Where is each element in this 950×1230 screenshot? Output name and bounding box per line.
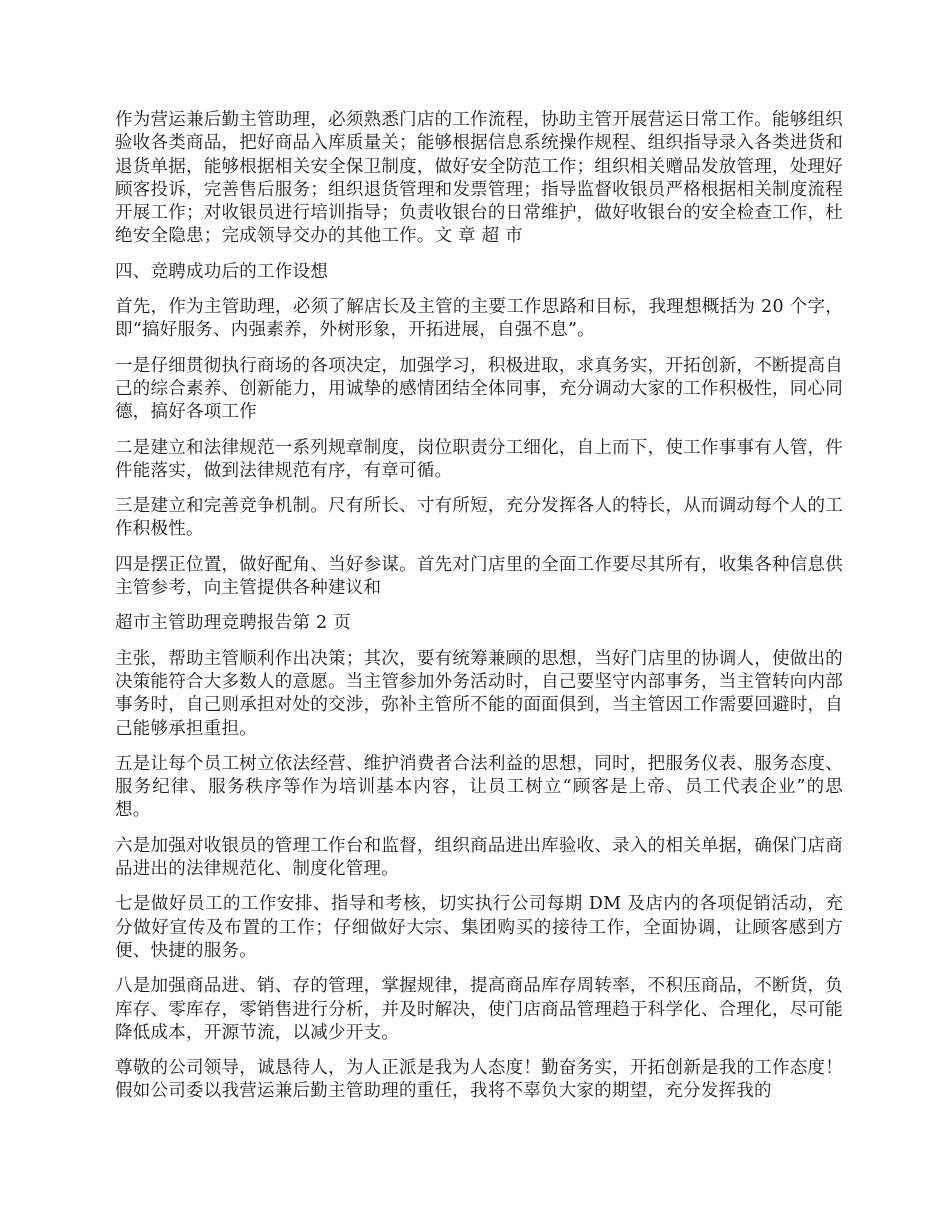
document-page	[115, 109, 843, 1116]
section-heading: 四、竞聘成功后的工作设想	[115, 261, 328, 282]
paragraph-closing: 尊敬的公司领导，诚恳待人，为人正派是我为人态度！勤奋务实，开拓创新是我的工作态度！假如公司委以我营运兼后勤主管助理的重任，我将不辜负大家的期望，充分发挥我的	[115, 1058, 843, 1102]
paragraph-point-1: 一是仔细贯彻执行商场的各项决定，加强学习，积极进取，求真务实，开拓创新，不断提高自己的综合素养、创新能力，用诚挚的感情团结全体同事，充分调动大家的工作积极性，同心同德，搞好各项工作	[115, 355, 843, 423]
paragraph-point-3: 三是建立和完善竞争机制。尺有所长、寸有所短，充分发挥各人的特长，从而调动每个人的工作积极性。	[115, 496, 843, 540]
paragraph-point-8: 八是加强商品进、销、存的管理，掌握规律，提高商品库存周转率，不积压商品，不断货，负库存、零库存，零销售进行分析，并及时解决，使门店商品管理趋于科学化、合理化，尽可能降低成本，开源节流，以减少开支。	[115, 976, 843, 1043]
paragraph-point-4: 四是摆正位置，做好配角、当好参谋。首先对门店里的全面工作要尽其所有，收集各种信息供主管参考，向主管提供各种建议和	[115, 554, 843, 599]
paragraph-continuation: 主张，帮助主管顺利作出决策；其次，要有统筹兼顾的思想，当好门店里的协调人，使做出的决策能符合大多数人的意愿。当主管参加外务活动时，自己要坚守内部事务，当主管转向内部事务时，自己则承担对处的交涉，弥补主管所不能的面面俱到，当主管因工作需要回避时，自己能够承担重担。	[115, 648, 843, 739]
paragraph-point-5: 五是让每个员工树立依法经营、维护消费者合法利益的思想，同时，把服务仪表、服务态度、服务纪律、服务秩序等作为培训基本内容，让员工树立“顾客是上帝、员工代表企业”的思想。	[115, 753, 843, 821]
paragraph-first: 首先，作为主管助理，必须了解店长及主管的主要工作思路和目标，我理想概括为 20 个字，即“搞好服务、内强素养，外树形象，开拓进展，自强不息”。	[115, 297, 843, 341]
paragraph-point-2: 二是建立和法律规范一系列规章制度，岗位职责分工细化，自上而下，使工作事事有人管，件件能落实，做到法律规范有序，有章可循。	[115, 437, 843, 481]
paragraph-point-7: 七是做好员工的工作安排、指导和考核，切实执行公司每期 DM 及店内的各项促销活动，充分做好宣传及布置的工作；仔细做好大宗、集团购买的接待工作，全面协调，让顾客感到方便、快捷的服务。	[115, 894, 843, 961]
paragraph-point-6: 六是加强对收银员的管理工作台和监督，组织商品进出库验收、录入的相关单据，确保门店商品进出的法律规范化、制度化管理。	[115, 835, 843, 880]
page-marker: 超市主管助理竞聘报告第 2 页	[115, 613, 352, 634]
paragraph-duties: 作为营运兼后勤主管助理，必须熟悉门店的工作流程，协助主管开展营运日常工作。能够组织验收各类商品，把好商品入库质量关；能够根据信息系统操作规程、组织指导录入各类进货和退货单据，能够根据相关安全保卫制度，做好安全防范工作；组织相关赠品发放管理，处理好顾客投诉，完善售后服务；组织退货管理和发票管理；指导监督收银员严格根据相关制度流程开展工作；对收银员进行培训指导；负责收银台的日常维护，做好收银台的安全检查工作，杜绝安全隐患；完成领导交办的其他工作。文 章 超 市	[115, 110, 843, 247]
